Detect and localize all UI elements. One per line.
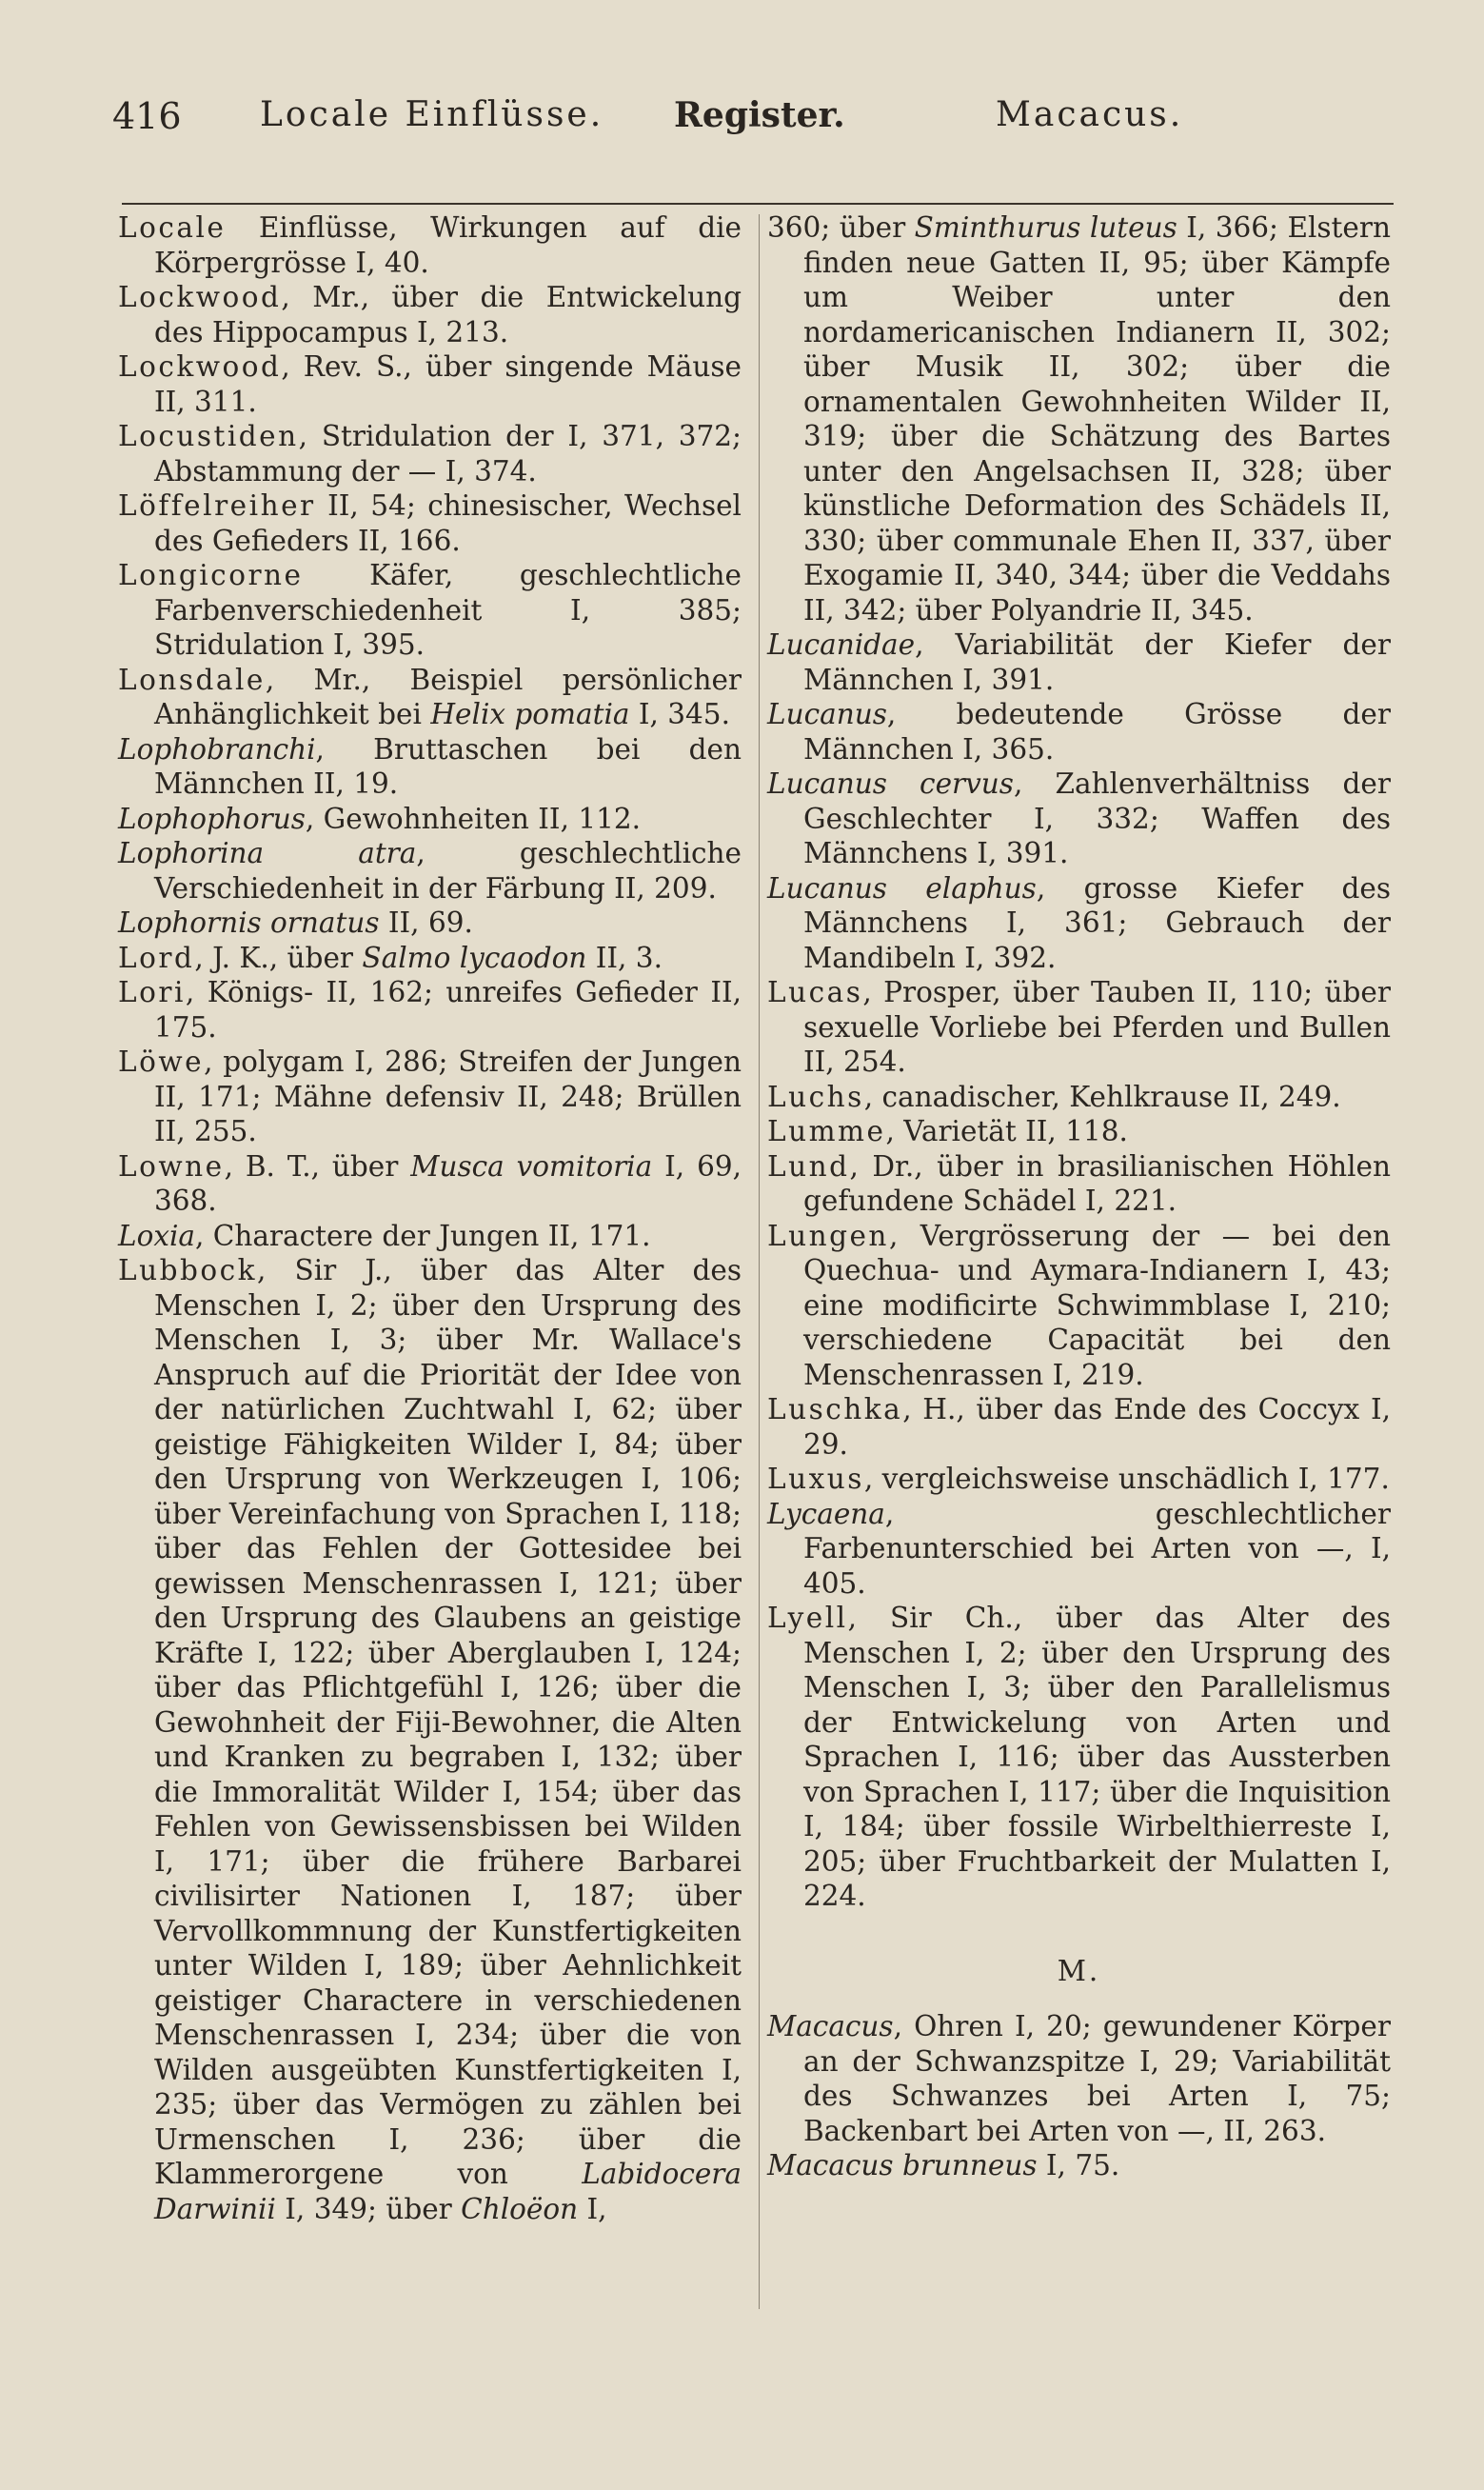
running-head-title: Register. xyxy=(674,95,845,135)
entry-text: , polygam I, 286; Streifen der Jungen II, 171; Mähne defensiv II, 248; Brüllen II, 255. xyxy=(154,1046,742,1147)
entry-term: Lockwood xyxy=(118,281,282,313)
entry-term: Locale xyxy=(118,211,227,244)
entry-term: Luchs xyxy=(767,1080,864,1113)
entry-text: I, 75. xyxy=(1037,2149,1120,2181)
entry-text: , Königs- II, 162; unreifes Gefieder II, 175. xyxy=(154,976,742,1044)
entry-term: Löwe xyxy=(118,1046,205,1078)
entry-term: Lonsdale xyxy=(118,663,266,696)
entry-text: , canadischer, Kehlkrause II, 249. xyxy=(863,1080,1341,1113)
entry-text: , Sir Ch., über das Alter des Menschen I, 2; über den Ursprung des Menschen I, 3; über den Parallelismus der Entwickelung von Arten und Sprachen I, 116; über das Aussterben von Sprachen I, 117; über die Inquisition I, 184; über fossile Wirbelthierreste I, 205; über Fruchtbarkeit der Mulatten I, 224. xyxy=(803,1602,1391,1912)
entry-text: Helix pomatia xyxy=(430,698,630,730)
entry-text: II, 3. xyxy=(586,941,663,974)
entry-term: Macacus brunneus xyxy=(767,2149,1038,2181)
entry-text: , J. K., über xyxy=(194,941,363,974)
entry-term: Lycaena xyxy=(767,1497,885,1530)
entry-text: , Gewohnheiten II, 112. xyxy=(305,802,642,835)
index-entry xyxy=(118,1149,742,1219)
entry-text: , Stridulation der I, 371, 372; Abstammung der — I, 374. xyxy=(154,420,742,488)
section-heading: M. xyxy=(1057,1954,1101,1987)
entry-text: , Zahlenverhältniss der Geschlechter I, 332; Waffen des Männchens I, 391. xyxy=(803,767,1391,869)
entry-term: Lowne xyxy=(118,1149,225,1183)
entry-text: , Vergrösserung der — bei den Quechua- und Aymara-Indianern I, 43; eine modificirte Schwimmblase I, 210; verschiedene Capacität bei den Menschenrassen I, 219. xyxy=(803,1219,1391,1391)
entry-text: I, xyxy=(578,2192,607,2225)
entry-term: Lumme xyxy=(767,1115,886,1147)
index-entry xyxy=(118,210,742,280)
entry-text: , grosse Kiefer des Männchens I, 361; Gebrauch der Mandibeln I, 392. xyxy=(803,871,1392,974)
entry-term: Longicorne xyxy=(118,559,304,591)
index-entry xyxy=(767,1114,1391,1149)
entry-text: , geschlechtliche Verschiedenheit in der Färbung II, 209. xyxy=(154,837,742,905)
index-entry xyxy=(767,975,1391,1080)
index-entry xyxy=(118,1219,742,1254)
index-entry xyxy=(118,906,742,941)
index-column-left xyxy=(118,210,742,2226)
page-header xyxy=(112,95,1378,145)
entry-text: , B. T., über xyxy=(224,1149,411,1183)
entry-text: , Dr., über in brasilianischen Höhlen gefundene Schädel I, 221. xyxy=(803,1149,1391,1217)
entry-term: Lungen xyxy=(767,1219,889,1252)
entry-text: , Mr., Beispiel persönlicher Anhänglichkeit bei xyxy=(154,663,742,730)
entry-text: , vergleichsweise unschädlich I, 177. xyxy=(863,1463,1390,1495)
entry-term: Luschka xyxy=(767,1393,903,1425)
entry-text: Einflüsse, Wirkungen auf die Körpergrösse I, 40. xyxy=(154,211,742,279)
entry-text: , Variabilität der Kiefer der Männchen I, 391. xyxy=(803,628,1391,696)
entry-text: II, 54; chinesischer, Wechsel des Gefieders II, 166. xyxy=(154,489,742,557)
running-head-left: Locale Einflüsse. xyxy=(260,95,604,134)
entry-term: Lophorina atra xyxy=(118,837,417,869)
entry-term: Lucas xyxy=(767,976,863,1008)
entry-term: Lori xyxy=(118,976,186,1008)
entry-term: Lucanidae xyxy=(767,628,916,661)
index-entry xyxy=(118,732,742,802)
entry-text: 360; über xyxy=(767,211,915,244)
entry-term: Luxus xyxy=(767,1463,864,1495)
entry-text: I, 349; über xyxy=(275,2192,462,2225)
index-entry xyxy=(118,836,742,906)
entry-text: Käfer, geschlechtliche Farbenverschiedenheit I, 385; Stridulation I, 395. xyxy=(154,559,742,661)
index-entry xyxy=(767,1497,1391,1602)
entry-term: Lucanus xyxy=(767,698,887,730)
entry-text: , Ohren I, 20; gewundener Körper an der Schwanzspitze I, 29; Variabilität des Schwanzes bei Arten I, 75; Backenbart bei Arten von —, II, 263. xyxy=(803,2010,1391,2147)
index-entry xyxy=(118,558,742,663)
entry-text: , Prosper, über Tauben II, 110; über sexuelle Vorliebe bei Pferden und Bullen II, 254. xyxy=(803,976,1391,1078)
index-entry xyxy=(118,1253,742,2226)
index-entry xyxy=(767,627,1391,697)
index-entry xyxy=(767,2148,1391,2183)
column-divider xyxy=(759,214,760,2309)
header-rule xyxy=(122,203,1394,205)
entry-term: Löffelreiher xyxy=(118,489,316,522)
index-entry xyxy=(118,488,742,558)
entry-text: Chloëon xyxy=(461,2192,579,2225)
index-entry xyxy=(118,419,742,488)
index-entry xyxy=(118,1045,742,1149)
entry-term: Locustiden xyxy=(118,420,299,452)
entry-text: , Bruttaschen bei den Männchen II, 19. xyxy=(154,732,742,800)
entry-term: Lyell xyxy=(767,1602,848,1634)
entry-text: , Varietät II, 118. xyxy=(885,1115,1128,1147)
entry-text: I, 366; Elstern finden neue Gatten II, 95; über Kämpfe um Weiber unter den nordamericanischen Indianern II, 302; über Musik II, 302; über die ornamentalen Gewohnheiten Wilder II, 319; über die Schätzung des Bartes unter den Angelsachsen II, 328; über künstliche Deformation des Schädels II, 330; über communale Ehen II, 337, über Exogamie II, 340, 344; über die Veddahs II, 342; über Polyandrie II, 345. xyxy=(803,211,1391,627)
index-entry xyxy=(767,767,1391,871)
entry-text: , H., über das Ende des Coccyx I, 29. xyxy=(803,1393,1391,1461)
entry-text: , Mr., über die Entwickelung des Hippocampus I, 213. xyxy=(154,281,742,349)
page-number: 416 xyxy=(112,95,182,137)
index-entry xyxy=(767,1149,1391,1219)
index-entry-continued xyxy=(767,210,1391,627)
entry-text: I, 69, 368. xyxy=(154,1149,742,1217)
index-entry xyxy=(767,1392,1391,1462)
index-entry xyxy=(767,1219,1391,1393)
entry-term: Lucanus cervus xyxy=(767,767,1014,800)
entry-text: Salmo lycaodon xyxy=(362,941,587,974)
entry-term: Lund xyxy=(767,1149,850,1183)
index-entry xyxy=(767,1601,1391,1914)
index-entry xyxy=(767,1080,1391,1115)
index-entry xyxy=(118,663,742,732)
index-column-right xyxy=(767,210,1391,2183)
index-entry xyxy=(118,280,742,349)
index-entry xyxy=(767,871,1391,976)
entry-term: Lophobranchi xyxy=(118,732,316,766)
entry-text: I, 345. xyxy=(629,698,730,730)
entry-term: Lucanus elaphus xyxy=(767,871,1037,905)
entry-term: Lophornis ornatus xyxy=(118,906,380,939)
index-entry xyxy=(118,802,742,837)
entry-term: Macacus xyxy=(767,2010,894,2042)
entry-text: , Rev. S., über singende Mäuse II, 311. xyxy=(154,350,742,418)
index-entry xyxy=(767,697,1391,767)
index-entry xyxy=(118,349,742,419)
entry-text: II, 69. xyxy=(379,906,473,939)
index-entry xyxy=(767,1462,1391,1497)
entry-text: Labidocera Darwinii xyxy=(154,2158,742,2225)
entry-text: Musca vomitoria xyxy=(410,1149,653,1183)
index-entry xyxy=(118,975,742,1045)
entry-text: , Sir J., über das Alter des Menschen I, 2; über den Ursprung des Menschen I, 3; über Mr. Wallace's Anspruch auf die Priorität der Idee von der natürlichen Zuchtwahl I, 62; über geistige Fähigkeiten Wilder I, 84; über den Ursprung von Werkzeugen I, 106; über Vereinfachung von Sprachen I, 118; über das Fehlen der Gottesidee bei gewissen Menschenrassen I, 121; über den Ursprung des Glaubens an geistige Kräfte I, 122; über Aberglauben I, 124; über das Pflichtgefühl I, 126; über die Gewohnheit der Fiji-Bewohner, die Alten und Kranken zu begraben I, 132; über die Immoralität Wilder I, 154; über das Fehlen von Gewissensbissen bei Wilden I, 171; über die frühere Barbarei civilisirter Nationen I, 187; über Vervollkommnung der Kunstfertigkeiten unter Wilden I, 189; über Aehnlichkeit geistiger Charactere in verschiedenen Menschenrassen I, 234; über die von Wilden ausgeübten Kunstfertigkeiten I, 235; über das Vermögen zu zählen bei Urmenschen I, 236; über die Klammerorgene von xyxy=(154,1254,742,2190)
entry-term: Lophophorus xyxy=(118,802,306,835)
entry-text: , bedeutende Grösse der Männchen I, 365. xyxy=(803,698,1391,766)
entry-text: , geschlechtlicher Farbenunterschied bei Arten von —, I, 405. xyxy=(803,1497,1391,1600)
index-entry xyxy=(118,941,742,976)
entry-text: , Charactere der Jungen II, 171. xyxy=(195,1219,651,1252)
entry-term: Lockwood xyxy=(118,350,282,383)
entry-text: Sminthurus luteus xyxy=(914,211,1177,244)
running-head-right: Macacus. xyxy=(996,95,1184,134)
entry-term: Lord xyxy=(118,941,195,974)
entry-term: Lubbock xyxy=(118,1254,258,1286)
index-entry xyxy=(767,2009,1391,2148)
entry-term: Loxia xyxy=(118,1219,196,1252)
